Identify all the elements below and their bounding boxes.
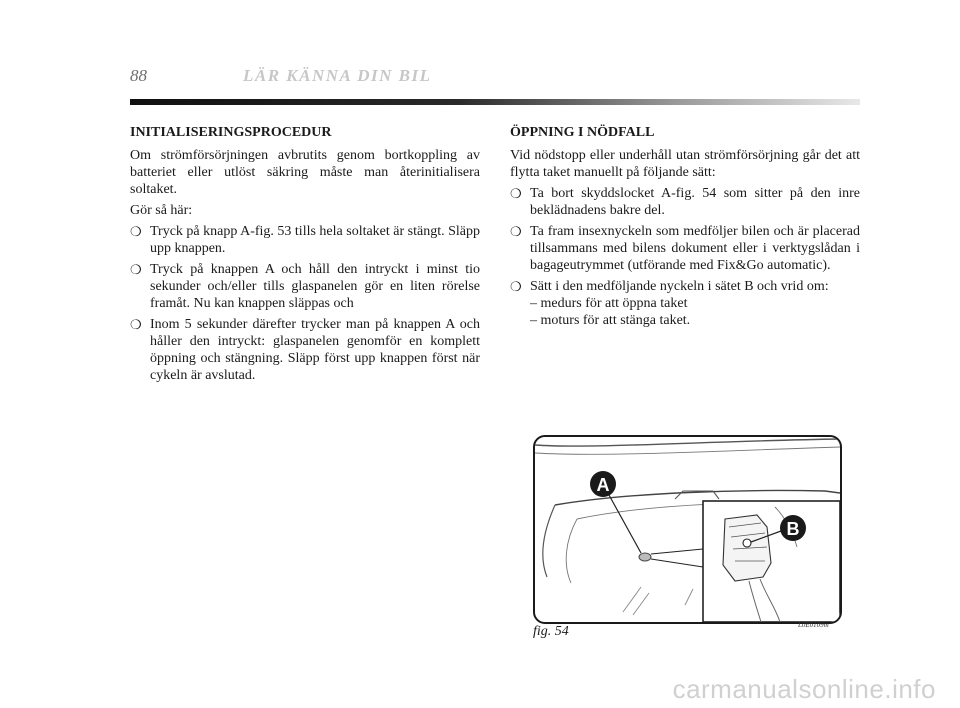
leader-line-to-inset-top bbox=[651, 549, 703, 554]
sub-line-counterclockwise: – moturs för att stänga taket. bbox=[530, 313, 691, 328]
bullet-circle-icon: ❍ bbox=[510, 279, 522, 294]
intro-paragraph: Vid nödstopp eller underhåll utan strömförsörjning går det att flytta taket manuellt på följande sätt: bbox=[510, 148, 860, 180]
list-item-text: Ta bort skyddslocket A-fig. 54 som sitter på den inre beklädnadens bakre del. bbox=[530, 186, 860, 218]
key-socket bbox=[743, 539, 751, 547]
sub-line-clockwise: – medurs för att öppna taket bbox=[530, 296, 688, 311]
label-a: A bbox=[596, 475, 610, 495]
page-header bbox=[130, 66, 860, 106]
section-heading-initialization: INITIALISERINGSPROCEDUR bbox=[130, 125, 332, 140]
watermark: carmanualsonline.info bbox=[672, 674, 936, 704]
glass-reflection-3 bbox=[685, 589, 693, 605]
bullet-circle-icon: ❍ bbox=[510, 224, 522, 239]
bullet-list bbox=[130, 223, 480, 384]
list-item-text: Inom 5 sekunder därefter trycker man på knappen A och håller den intryckt: glaspanelen genomför en komplett öppning och stängning. Släpp först upp knappen först när cykeln är avslutad. bbox=[150, 317, 480, 383]
bullet-circle-icon: ❍ bbox=[130, 224, 142, 239]
bullet-circle-icon: ❍ bbox=[130, 262, 142, 277]
label-b: B bbox=[786, 519, 800, 539]
running-title: LÄR KÄNNA DIN BIL bbox=[243, 66, 432, 85]
roof-illustration bbox=[535, 437, 840, 622]
list-item-text: Tryck på knapp A-fig. 53 tills hela soltaket är stängt. Släpp upp knappen. bbox=[150, 224, 480, 256]
glass-reflection-2 bbox=[633, 593, 649, 615]
list-item bbox=[510, 278, 860, 329]
list-item bbox=[130, 261, 480, 312]
figure-code: L0E0109m bbox=[798, 621, 829, 629]
figure-54 bbox=[533, 435, 842, 624]
bullet-circle-icon: ❍ bbox=[510, 186, 522, 201]
leader-line-a bbox=[609, 495, 641, 553]
list-item-text: Ta fram insexnyckeln som medföljer bilen och är placerad tillsammans med bilens dokument eller i verktygslådan i bagageutrymmet (utförande med Fix&Go automatic). bbox=[530, 224, 860, 273]
rear-window-side bbox=[543, 505, 555, 577]
list-item-text: Tryck på knappen A och håll den intryckt i minst tio sekunder och/eller tills glaspanelen gör en liten rörelse framåt. Nu kan knappen släppas och bbox=[150, 262, 480, 311]
list-item bbox=[510, 185, 860, 219]
page-number: 88 bbox=[130, 66, 147, 85]
bullet-circle-icon: ❍ bbox=[130, 317, 142, 332]
list-item bbox=[130, 223, 480, 257]
figure-caption: fig. 54 bbox=[533, 624, 569, 639]
list-item bbox=[510, 223, 860, 274]
protective-cap bbox=[639, 553, 651, 561]
roof-opening-outline bbox=[535, 439, 840, 446]
rear-window-side-inner bbox=[566, 519, 577, 583]
lead-paragraph: Gör så här: bbox=[130, 203, 193, 218]
intro-paragraph: Om strömförsörjningen avbrutits genom bortkoppling av batteriet eller utlöst säkring måste man återinitialisera soltaket. bbox=[130, 148, 480, 197]
header-rule bbox=[130, 99, 860, 105]
right-column bbox=[510, 124, 860, 333]
roof-opening-edge bbox=[535, 447, 840, 454]
list-item bbox=[130, 316, 480, 384]
bullet-list bbox=[510, 185, 860, 329]
left-column bbox=[130, 124, 480, 388]
section-heading-emergency-opening: ÖPPNING I NÖDFALL bbox=[510, 125, 655, 140]
leader-line-to-inset-bottom bbox=[651, 559, 703, 567]
list-item-text: Sätt i den medföljande nyckeln i sätet B och vrid om: bbox=[530, 279, 829, 294]
